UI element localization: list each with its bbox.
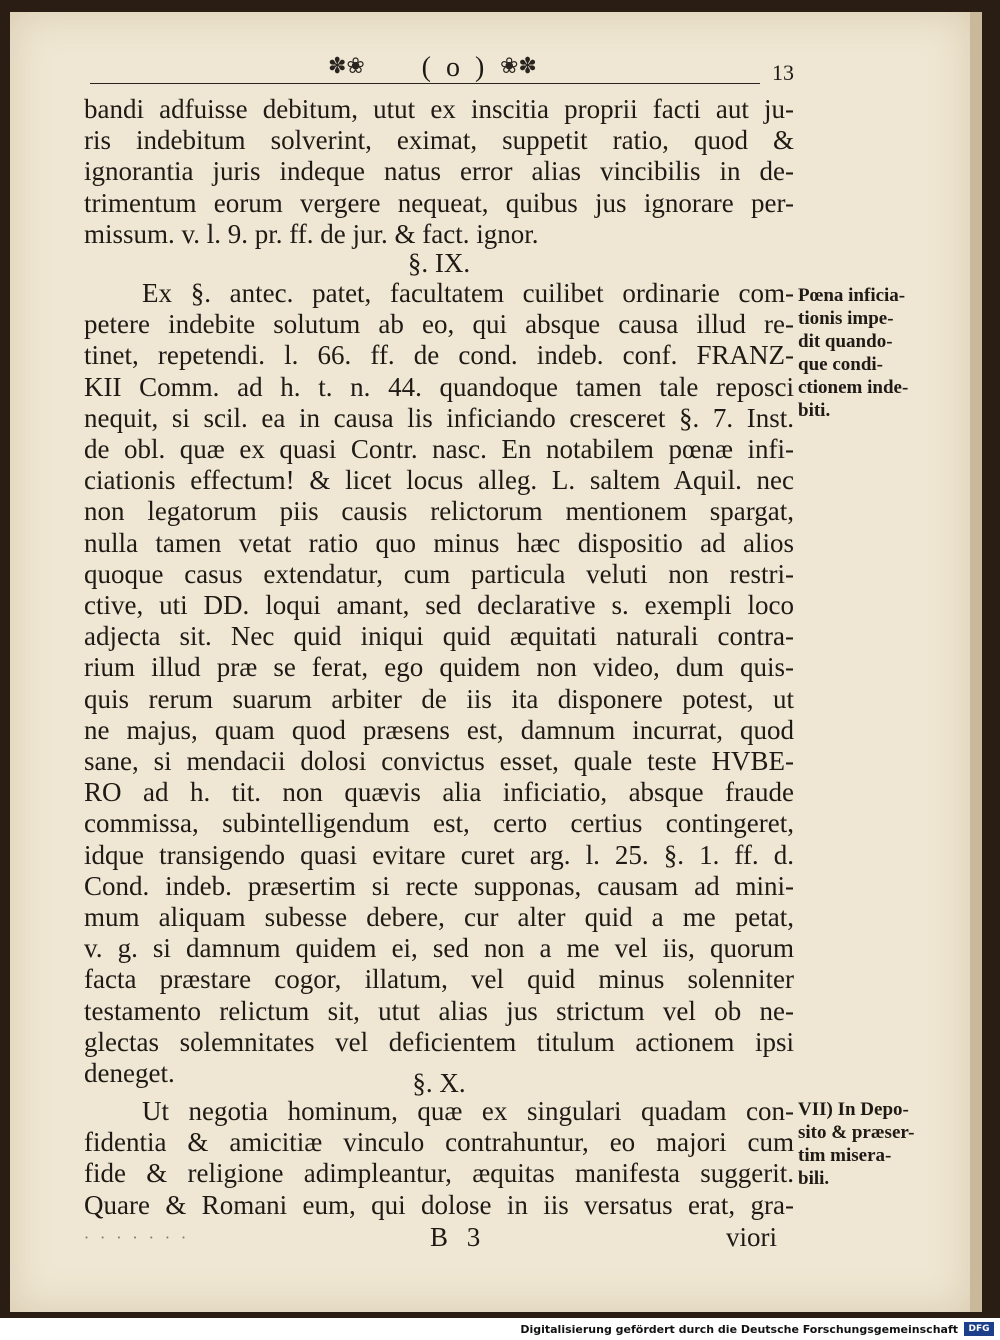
- margin-note-line: VII) In Depo-: [798, 1099, 909, 1120]
- text-line: Cond. indeb. præsertim si recte supponas, causam ad mini-: [84, 870, 794, 901]
- paragraph-1: [84, 94, 794, 250]
- text-line: ris indebitum solverint, eximat, suppetit ratio, quod &: [84, 125, 794, 156]
- dfg-logo-icon: DFG: [964, 1322, 994, 1336]
- footer-credit: Digitalisierung gefördert durch die Deutsche Forschungsgemeinschaft: [520, 1323, 958, 1336]
- text-line: v. g. si damnum quidem ei, sed non a me vel iis, quorum: [84, 933, 794, 964]
- header-rule: [90, 83, 760, 84]
- text-line: petere indebite solutum ab eo, qui absque causa illud re-: [84, 309, 794, 340]
- text-line: ne majus, quam quod præsens est, damnum incurrat, quod: [84, 714, 794, 745]
- catchword: viori: [726, 1222, 777, 1252]
- text-line: nequit, si scil. ea in causa lis inficiando cresceret §. 7. Inst.: [84, 402, 794, 433]
- text-line: ctive, uti DD. loqui amant, sed declarative s. exempli loco: [84, 590, 794, 621]
- text-line: RO ad h. tit. non quævis alia inficiatio, absque fraude: [84, 777, 794, 808]
- section-heading-x: §. X.: [412, 1068, 466, 1098]
- text-line: tinet, repetendi. l. 66. ff. de cond. indeb. conf. FRANZ-: [84, 340, 794, 371]
- text-line: Quare & Romani eum, qui dolose in iis versatus erat, gra-: [84, 1189, 794, 1220]
- margin-note-line: tionis impe-: [798, 308, 894, 329]
- paragraph-3: [84, 1096, 794, 1221]
- text-line: quis rerum suarum arbiter de iis ita disponere potest, ut: [84, 683, 794, 714]
- text-line: commissa, subintelligendum est, certo certius contingeret,: [84, 808, 794, 839]
- text-line: Ex §. antec. patet, facultatem cuilibet ordinarie com-: [142, 278, 794, 308]
- text-line: facta præstare cogor, illatum, vel quid minus solenniter: [84, 964, 794, 995]
- text-line: missum. v. l. 9. pr. ff. de jur. & fact. ignor.: [84, 218, 539, 249]
- text-line: idque transigendo quasi evitare curet arg. l. 25. §. 1. ff. d.: [84, 839, 794, 870]
- text-line: fide & religione adimpleantur, æquitas manifesta suggerit.: [84, 1158, 794, 1189]
- decorative-dots: · · · · · · ·: [84, 1228, 190, 1247]
- section-heading-ix: §. IX.: [407, 248, 471, 278]
- signature-mark: B 3: [430, 1222, 487, 1252]
- text-line: trimentum eorum vergere nequeat, quibus jus ignorare per-: [84, 187, 794, 218]
- margin-note-line: dit quando-: [798, 331, 893, 352]
- text-line: ciationis effectum! & licet locus alleg. L. saltem Aquil. nec: [84, 465, 794, 496]
- text-line: bandi adfuisse debitum, utut ex inscitia proprii facti aut ju-: [84, 94, 794, 124]
- ornament-left-icon: ✽❀: [328, 54, 365, 79]
- page-header: [60, 52, 800, 92]
- margin-note-line: sito & præser-: [798, 1122, 915, 1143]
- margin-note-line: bili.: [798, 1168, 830, 1189]
- text-line: ignorantia juris indeque natus error alias vincibilis in de-: [84, 156, 794, 187]
- text-line: deneget.: [84, 1058, 175, 1089]
- text-line: de obl. quæ ex quasi Contr. nasc. En notabilem pœnæ infi-: [84, 434, 794, 465]
- page-edge: [970, 12, 982, 1312]
- paragraph-2: [84, 278, 794, 1089]
- ornament-right-icon: ❀✽: [500, 54, 537, 79]
- page-number: 13: [772, 60, 794, 85]
- text-line: Ut negotia hominum, quæ ex singulari quadam con-: [142, 1096, 794, 1126]
- text-line: non legatorum piis causis relictorum mentionem spargat,: [84, 496, 794, 527]
- text-line: testamento relictum sit, utut alias jus strictum vel ob ne-: [84, 995, 794, 1026]
- margin-note-line: Pœna inficia-: [798, 285, 906, 306]
- margin-note-deposito: [798, 1098, 938, 1190]
- text-line: mum aliquam subesse debere, cur alter quid a me petat,: [84, 902, 794, 933]
- margin-note-line: ctionem inde-: [798, 377, 909, 398]
- running-head: ( o ): [421, 52, 489, 83]
- text-line: sane, si mendacii dolosi convictus esset, quale teste HVBE-: [84, 746, 794, 777]
- margin-note-line: tim misera-: [798, 1145, 892, 1166]
- text-line: KII Comm. ad h. t. n. 44. quandoque tamen tale reposci: [84, 371, 794, 402]
- text-line: rium illud præ se ferat, ego quidem non video, dum quis-: [84, 652, 794, 683]
- text-line: glectas solemnitates vel deficientem titulum actionem ipsi: [84, 1026, 794, 1057]
- text-line: nulla tamen vetat ratio quo minus hæc dispositio ad alios: [84, 527, 794, 558]
- digitization-footer: [0, 1318, 1000, 1340]
- text-line: quoque casus extendatur, cum particula veluti non restri-: [84, 558, 794, 589]
- margin-note-line: que condi-: [798, 354, 883, 375]
- margin-note-poena: [798, 284, 938, 422]
- text-line: adjecta sit. Nec quid iniqui quid æquitati naturali contra-: [84, 621, 794, 652]
- text-line: fidentia & amicitiæ vinculo contrahuntur, eo majori cum: [84, 1127, 794, 1158]
- margin-note-line: biti.: [798, 400, 831, 421]
